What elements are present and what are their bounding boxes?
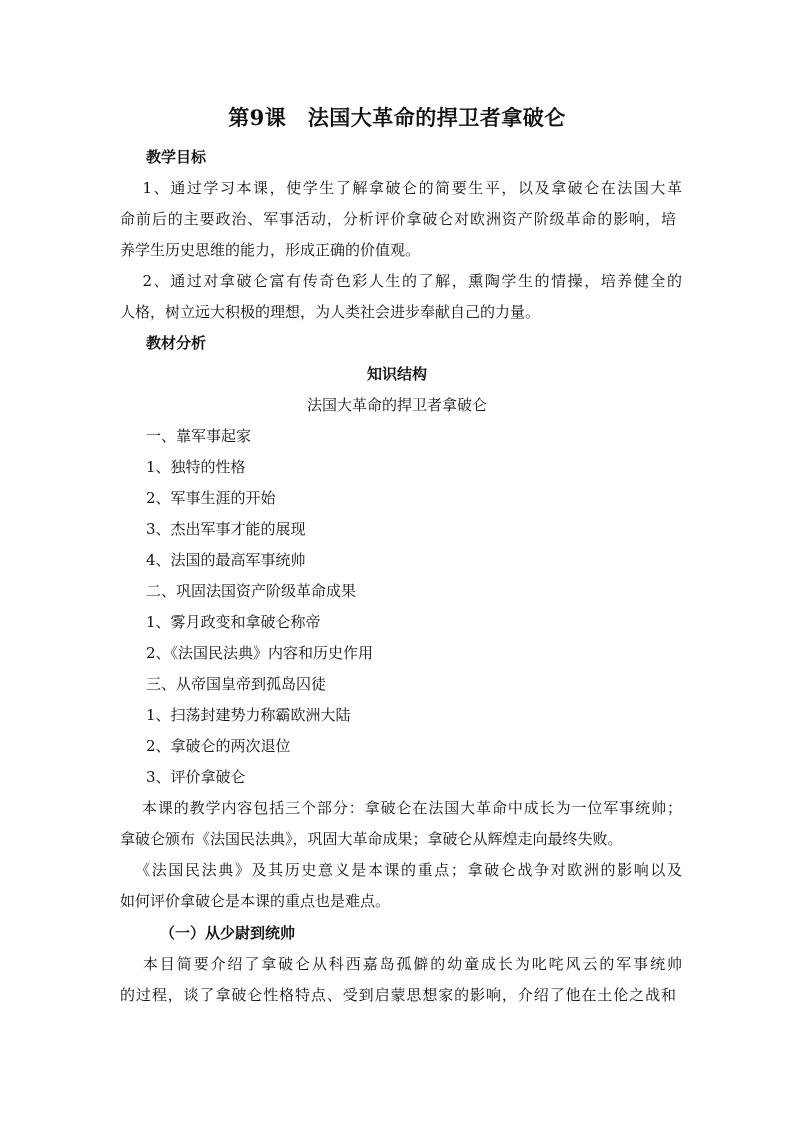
structure-item: 3、评价拿破仑	[146, 768, 246, 786]
structure-item: 三、从帝国皇帝到孤岛囚徒	[146, 675, 327, 693]
section1-p-line-2: 的过程，谈了拿破仑性格特点、受到启蒙思想家的影响，介绍了他在土伦之战和	[120, 986, 676, 1004]
section1-p-line-1: 本目简要介绍了拿破仑从科西嘉岛孤僻的幼童成长为叱咤风云的军事统帅	[126, 955, 682, 973]
structure-item: 1、扫荡封建势力称霸欧洲大陆	[146, 706, 351, 724]
structure-item: 二、巩固法国资产阶级革命成果	[146, 582, 357, 600]
structure-item: 1、独特的性格	[146, 458, 246, 476]
structure-subtitle: 法国大革命的捍卫者拿破仑	[306, 396, 487, 414]
analysis-heading: 教材分析	[146, 334, 207, 352]
goals-heading: 教学目标	[146, 148, 207, 166]
structure-heading: 知识结构	[366, 365, 427, 383]
structure-item: 2、拿破仑的两次退位	[146, 737, 291, 755]
structure-item: 2、军事生涯的开始	[146, 489, 276, 507]
page-title: 第9课 法国大革命的捍卫者拿破仑	[228, 105, 566, 130]
analysis-p4-line-2: 如何评价拿破仑是本课的重点也是难点。	[120, 892, 391, 910]
structure-item: 2、《法国民法典》内容和历史作用	[146, 644, 374, 662]
analysis-p3-line-2: 拿破仑颁布《法国民法典》，巩固大革命成果；拿破仑从辉煌走向最终失败。	[120, 830, 623, 848]
section1-heading: （一）从少尉到统帅	[160, 924, 296, 942]
structure-item: 3、杰出军事才能的展现	[146, 520, 306, 538]
goals-p1-line-2: 命前后的主要政治、军事活动，分析评价拿破仑对欧洲资产阶级革命的影响，培	[120, 210, 676, 228]
analysis-p3-line-1: 本课的教学内容包括三个部分：拿破仑在法国大革命中成长为一位军事统帅；	[126, 799, 682, 817]
goals-p2-line-2: 人格，树立远大积极的理想，为人类社会进步奉献自己的力量。	[120, 303, 541, 321]
goals-p1-line-3: 养学生历史思维的能力，形成正确的价值观。	[120, 241, 421, 259]
goals-p2-line-1: 2、通过对拿破仑富有传奇色彩人生的了解，熏陶学生的情操，培养健全的	[126, 272, 682, 290]
structure-item: 4、法国的最高军事统帅	[146, 551, 306, 569]
structure-item: 1、雾月政变和拿破仑称帝	[146, 613, 321, 631]
structure-item: 一、靠军事起家	[146, 427, 252, 445]
analysis-p4-line-1: 《法国民法典》及其历史意义是本课的重点；拿破仑战争对欧洲的影响以及	[126, 861, 682, 879]
goals-p1-line-1: 1、通过学习本课，使学生了解拿破仑的简要生平，以及拿破仑在法国大革	[126, 179, 682, 197]
